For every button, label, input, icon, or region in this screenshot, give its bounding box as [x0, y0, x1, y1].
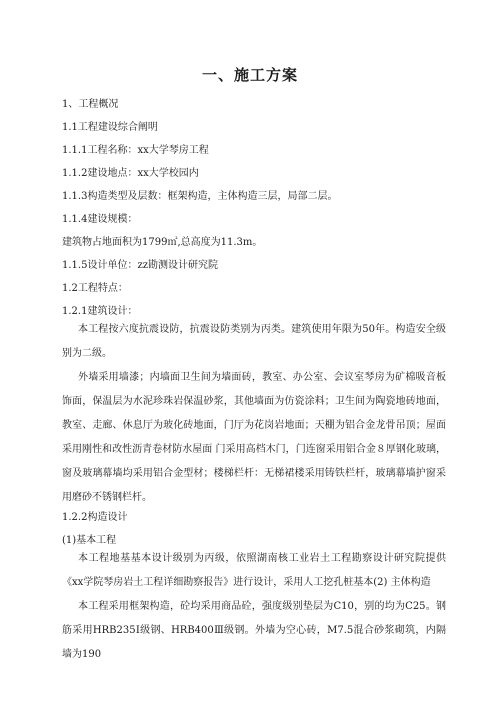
text-line: 1.2.1建筑设计： [62, 306, 138, 317]
text-line: 建筑物占地面积为1799㎡,总高度为11.3m。 [62, 237, 263, 248]
text-line: 1.1.1工程名称：xx大学琴房工程 [62, 145, 209, 156]
section-heading: 1、工程概况 [62, 99, 119, 110]
text-line: 1.1.4建设规模： [62, 214, 138, 225]
paragraph: 外墙采用墙漆；内墙面卫生间为墙面砖，教室、办公室、会议室琴房为矿棉吸音板饰面，保温层为水泥珍珠岩保温砂浆，其他墙面为仿瓷涂料；卫生间为陶瓷地砖地面，教室、走廊、休息厅为玻化砖地面，门厅为花岗岩地面；天棚为铝合金龙骨吊顶；屋面采用刚性和改性沥青卷材防水屋面 门采用高档木门，门连窗采用铝合金８厚钢化玻璃，窗及玻璃幕墙均采用铝合金型材；楼梯栏杆：无梯裙楼采用铸铁栏杆，玻璃幕墙护窗采用磨砂不锈钢栏杆。 [62, 372, 446, 503]
paragraph: 本工程采用框架构造，砼均采用商品砼，强度级别垫层为C10，别的均为C25。钢筋采用HRB235Ⅰ级钢、HRB400Ⅲ级钢。外墙为空心砖，M7.5混合砂浆砌筑，内隔墙为190 [62, 601, 446, 660]
text-line: 1.1.3构造类型及层数：框架构造，主体构造三层，局部二层。 [62, 191, 338, 202]
subsection-heading: 1.2.2构造设计 [62, 512, 128, 523]
subsection-heading: 1.2工程特点： [62, 283, 128, 294]
text-line: (1)基本工程 [62, 535, 117, 546]
paragraph: 本工程按六度抗震设防，抗震设防类别为丙类。建筑使用年限为50年。构造安全级别为二级。 [62, 324, 446, 359]
text-line: 1.1.5设计单位：zz勘测设计研究院 [62, 260, 218, 271]
page-title: 一、施工方案 [201, 66, 298, 84]
subsection-heading: 1.1工程建设综合阐明 [62, 122, 158, 133]
paragraph: 本工程地基基本设计级别为丙级，依照湖南核工业岩土工程勘察设计研究院提供《xx学院琴房岩土工程详细勘察报告》进行设计，采用人工挖孔桩基本(2) 主体构造 [62, 553, 446, 588]
text-line: 1.1.2建设地点：xx大学校园内 [62, 168, 199, 179]
